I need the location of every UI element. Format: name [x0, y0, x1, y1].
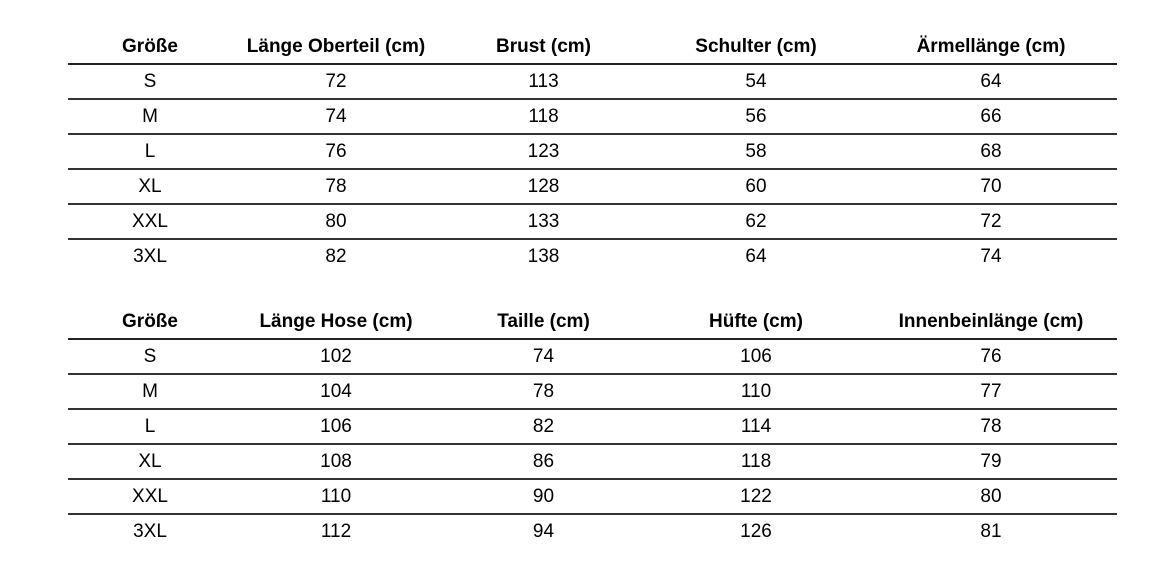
table-cell: 76	[232, 134, 440, 169]
table-cell: 94	[532, 520, 555, 542]
table-cell: 102	[232, 339, 440, 374]
table-cell: 70	[865, 169, 1117, 204]
table-cell: 74	[980, 245, 1002, 267]
table-cell: 64	[865, 64, 1117, 99]
table-cell: 106	[647, 339, 865, 374]
table-cell: 104	[232, 374, 440, 409]
table-row	[68, 339, 1117, 374]
table-cell: 78	[865, 409, 1117, 444]
table-cell: 106	[232, 409, 440, 444]
table-cell: 54	[647, 64, 865, 99]
table-cell: L	[68, 409, 232, 444]
table-cell: XXL	[68, 479, 232, 514]
table-cell: 58	[647, 134, 865, 169]
table-cell: 133	[440, 204, 647, 239]
table-cell: 90	[440, 479, 647, 514]
table-cell: 82	[440, 409, 647, 444]
table-cell: 68	[865, 134, 1117, 169]
header-cell: Brust (cm)	[440, 31, 647, 64]
table-cell: 72	[232, 64, 440, 99]
header-cell: Ärmellänge (cm)	[865, 31, 1117, 64]
header-cell: Taille (cm)	[440, 306, 647, 339]
table-cell: 56	[647, 99, 865, 134]
table-row	[68, 409, 1117, 444]
table-cell: XL	[68, 169, 232, 204]
table-cell: 81	[980, 520, 1002, 542]
table-cell: 108	[232, 444, 440, 479]
table-row	[68, 204, 1117, 239]
header-cell: Länge Oberteil (cm)	[232, 31, 440, 64]
table-cell: 123	[440, 134, 647, 169]
header-row	[68, 306, 1117, 339]
table-cell: 82	[325, 245, 347, 267]
table-cell: 78	[440, 374, 647, 409]
table-cell: 110	[647, 374, 865, 409]
table-row	[68, 444, 1117, 479]
table-cell: 80	[232, 204, 440, 239]
table-row	[68, 134, 1117, 169]
table-cell: XXL	[68, 204, 232, 239]
table-cell: 72	[865, 204, 1117, 239]
table-cell: 138	[527, 245, 560, 267]
table-cell: S	[68, 339, 232, 374]
header-cell: Schulter (cm)	[647, 31, 865, 64]
table-cell: S	[68, 64, 232, 99]
table-cell: 118	[440, 99, 647, 134]
table-cell: 122	[647, 479, 865, 514]
table-cell: 3XL	[133, 245, 167, 267]
table-cell: 110	[232, 479, 440, 514]
table-cell: 78	[232, 169, 440, 204]
header-row	[68, 31, 1117, 64]
table-cell: 118	[647, 444, 865, 479]
header-cell: Innenbeinlänge (cm)	[865, 306, 1117, 339]
table-row	[68, 169, 1117, 204]
top-size-table	[68, 31, 1117, 273]
table-cell: 113	[440, 64, 647, 99]
table-cell: 62	[647, 204, 865, 239]
header-cell: Länge Hose (cm)	[232, 306, 440, 339]
table-row	[68, 374, 1117, 409]
table-cell: 76	[865, 339, 1117, 374]
table-cell: 77	[865, 374, 1117, 409]
table-cell: 128	[440, 169, 647, 204]
header-cell: Hüfte (cm)	[647, 306, 865, 339]
table-cell: 112	[320, 520, 352, 542]
bottom-size-table	[68, 306, 1117, 548]
table-cell: XL	[68, 444, 232, 479]
table-cell: 80	[865, 479, 1117, 514]
table-cell: M	[68, 374, 232, 409]
table-row	[68, 479, 1117, 514]
table-cell: 74	[440, 339, 647, 374]
table-cell: 86	[440, 444, 647, 479]
header-cell: Größe	[68, 31, 232, 64]
table-row	[68, 514, 1117, 548]
table-cell: 114	[647, 409, 865, 444]
table-row	[68, 64, 1117, 99]
header-cell: Größe	[68, 306, 232, 339]
table-row	[68, 239, 1117, 273]
table-cell: 64	[745, 245, 767, 267]
table-cell: M	[68, 99, 232, 134]
table-cell: L	[68, 134, 232, 169]
table-row	[68, 99, 1117, 134]
table-cell: 79	[865, 444, 1117, 479]
table-cell: 74	[232, 99, 440, 134]
table-cell: 3XL	[133, 520, 167, 542]
table-cell: 60	[647, 169, 865, 204]
table-cell: 126	[740, 520, 772, 542]
table-cell: 66	[865, 99, 1117, 134]
